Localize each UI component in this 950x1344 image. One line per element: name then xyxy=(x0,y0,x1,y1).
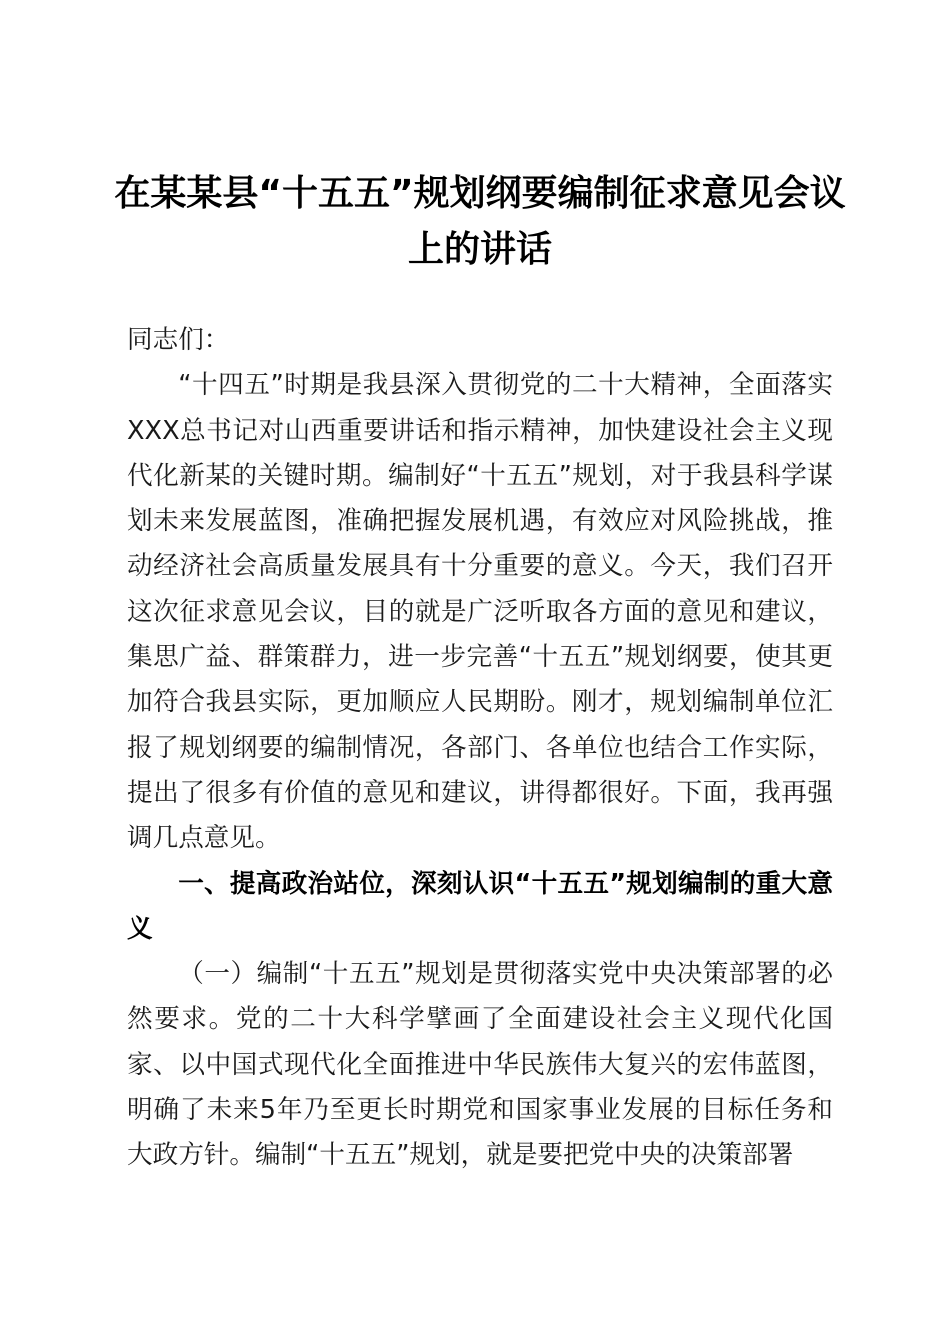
document-body xyxy=(127,318,833,1179)
document-title: 在某某县“十五五”规划纲要编制征求意见会议上的讲话 xyxy=(114,173,846,270)
intro-paragraph: “十四五”时期是我县深入贯彻党的二十大精神，全面落实XXX总书记对山西重要讲话和指示精神，加快建设社会主义现代化新某的关键时期。编制好“十五五”规划，对于我县科学谋划未来发展蓝图，准确把握发展机遇，有效应对风险挑战，推动经济社会高质量发展具有十分重要的意义。今天，我们召开这次征求意见会议，目的就是广泛听取各方面的意见和建议，集思广益、群策群力，进一步完善“十五五”规划纲要，使其更加符合我县实际，更加顺应人民期盼。刚才，规划编制单位汇报了规划纲要的编制情况，各部门、各单位也结合工作实际，提出了很多有价值的意见和建议，讲得都很好。下面，我再强调几点意见。 xyxy=(127,370,833,854)
salutation: 同志们： xyxy=(127,325,230,355)
section-1-item-1-paragraph: （一）编制“十五五”规划是贯彻落实党中央决策部署的必然要求。党的二十大科学擘画了全面建设社会主义现代化国家、以中国式现代化全面推进中华民族伟大复兴的宏伟蓝图，明确了未来5年乃至更长时期党和国家事业发展的目标任务和大政方针。编制“十五五”规划，就是要把党中央的决策部署 xyxy=(127,959,833,1171)
section-1-heading: 一、提高政治站位，深刻认识“十五五”规划编制的重大意义 xyxy=(127,868,833,944)
